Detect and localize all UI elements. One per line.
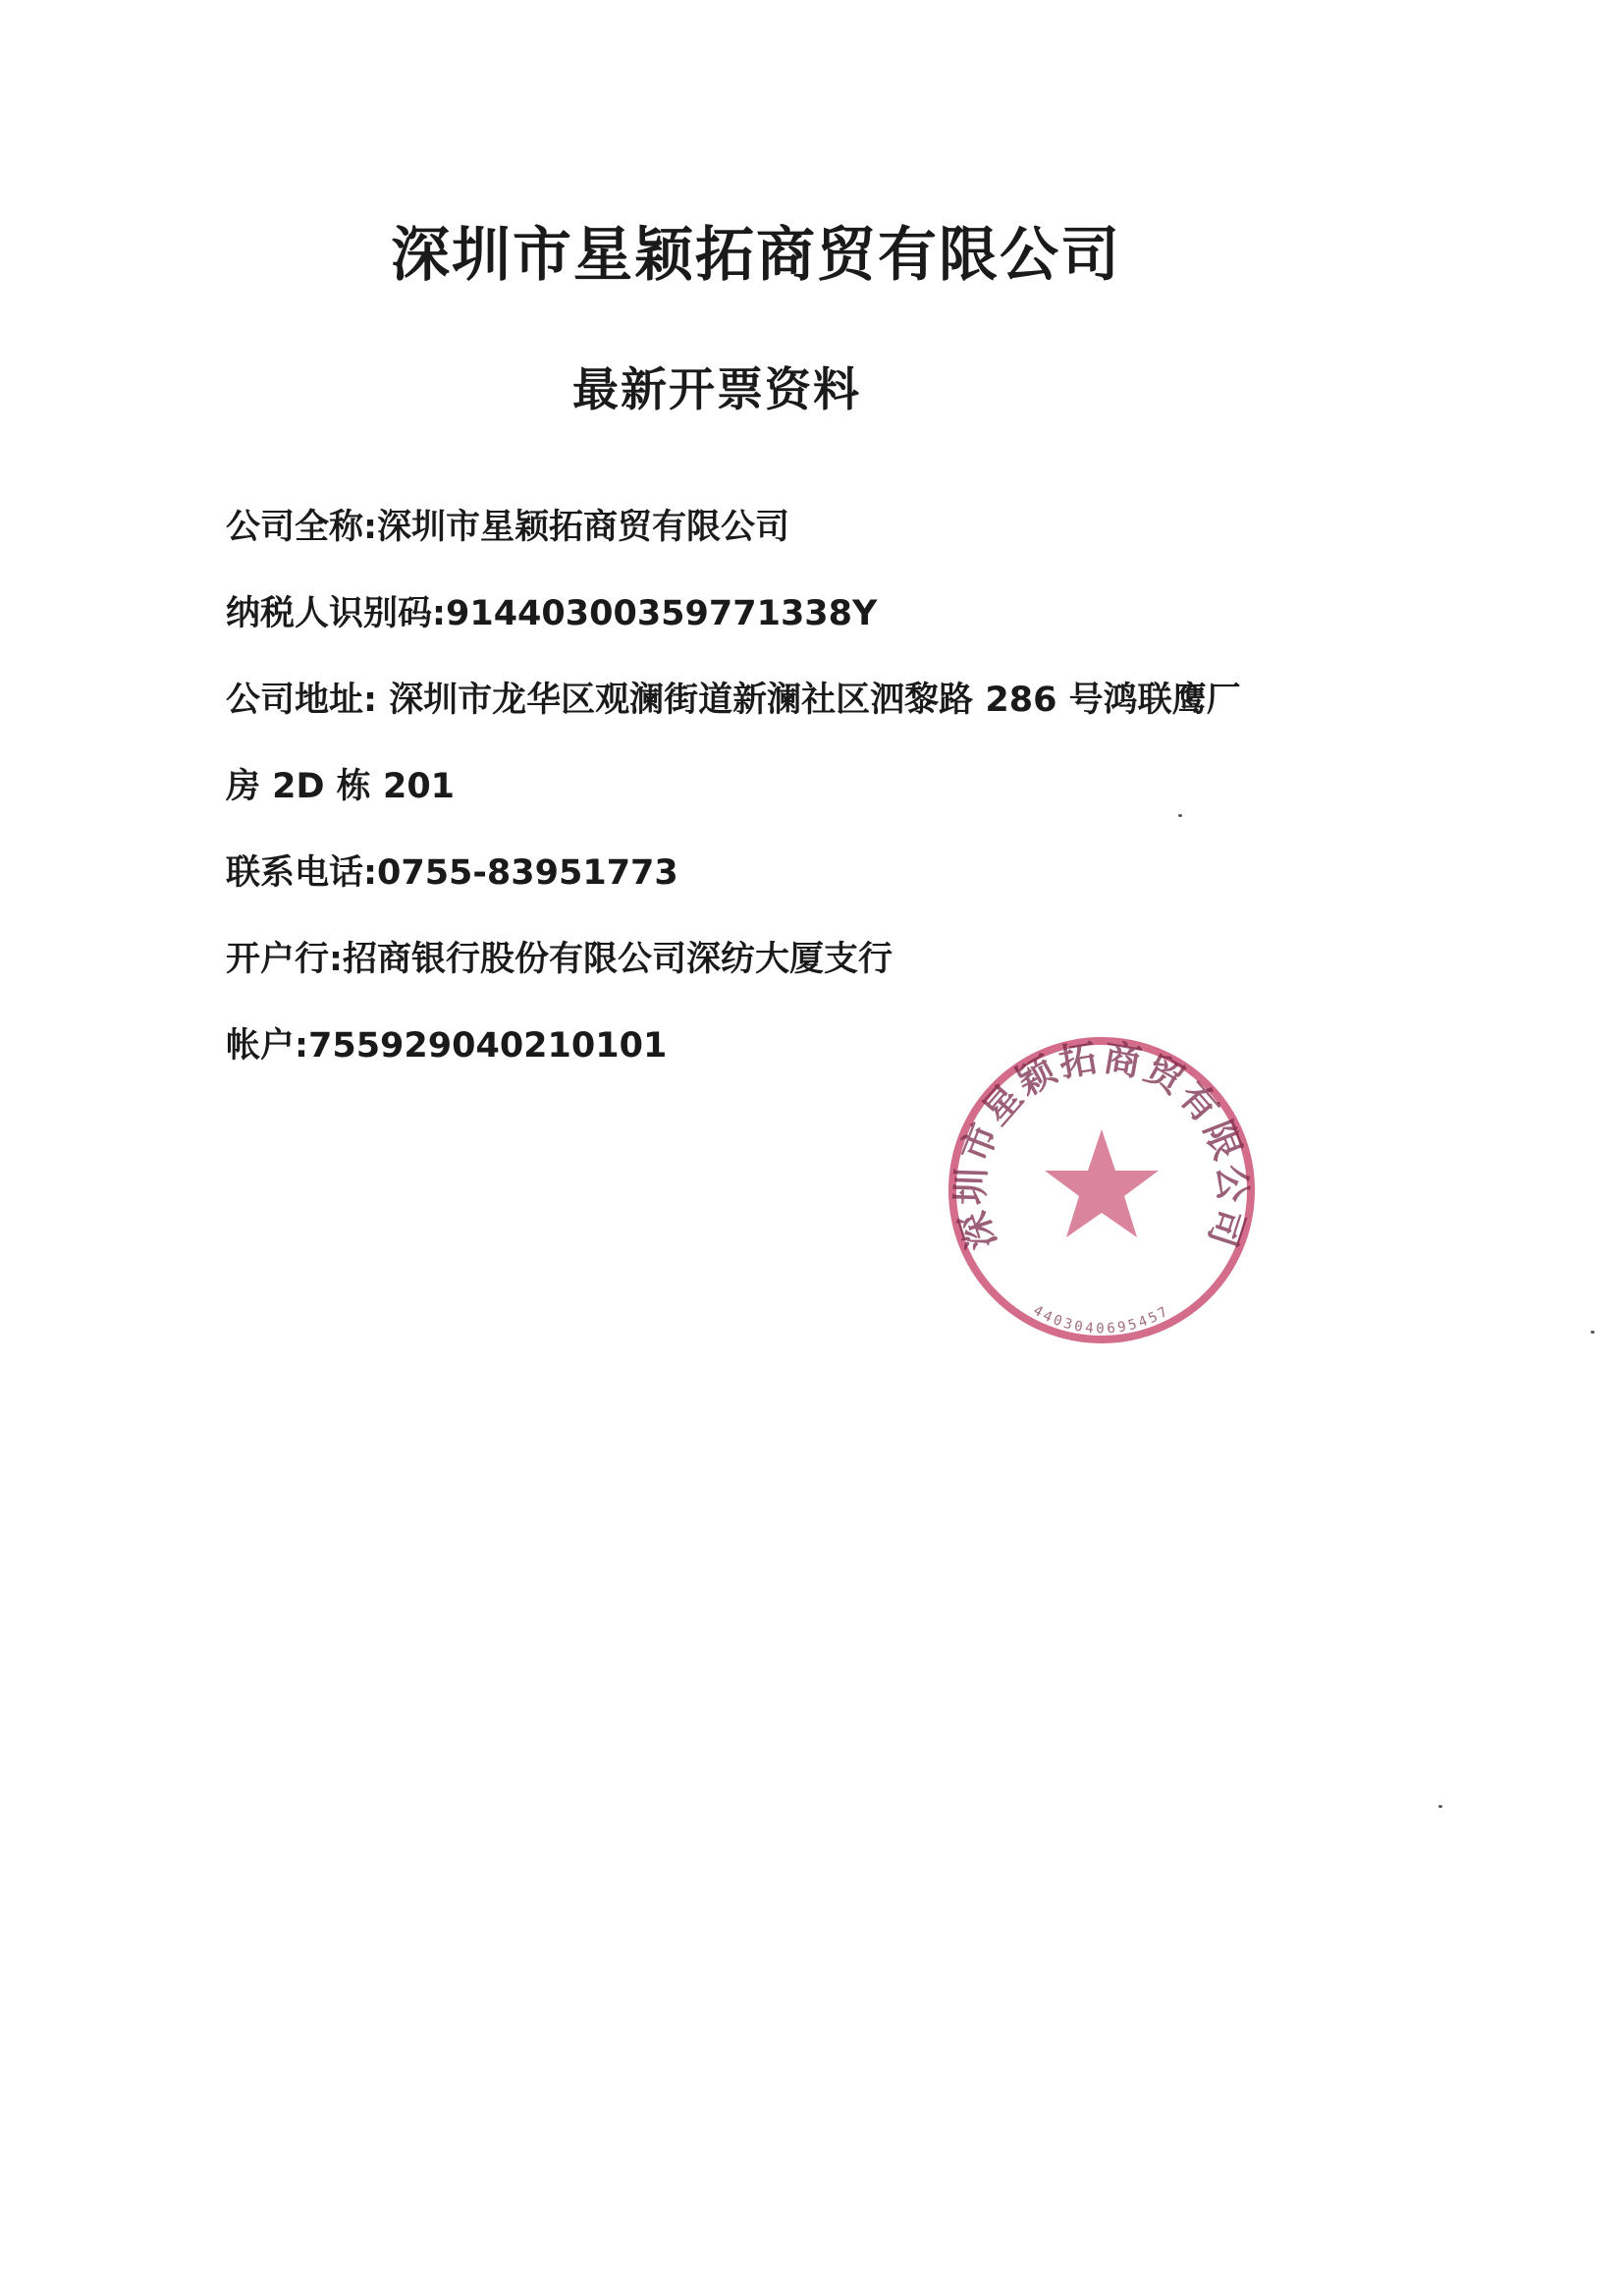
stamp-star-icon — [1045, 1129, 1159, 1237]
stamp-company-name: 深圳市星颖拓商贸有限公司 — [947, 1034, 1256, 1256]
taxpayer-id-line: 纳税人识别码:91440300359771338Y — [226, 594, 878, 633]
company-address-line-continued: 房 2D 栋 201 — [226, 767, 456, 806]
company-full-name-line: 公司全称:深圳市星颖拓商贸有限公司 — [226, 508, 789, 547]
company-address-line: 公司地址: 深圳市龙华区观澜街道新澜社区泗黎路 286 号鸿联鹰厂 — [226, 681, 1241, 720]
bank-account-line: 帐户:755929040210101 — [226, 1026, 668, 1066]
contact-phone-line: 联系电话:0755-83951773 — [226, 853, 678, 893]
scan-speck — [1438, 1805, 1442, 1808]
document-subtitle: 最新开票资料 — [572, 363, 861, 417]
scan-speck — [1591, 1331, 1595, 1334]
scan-speck — [1178, 814, 1182, 817]
document-title: 深圳市星颖拓商贸有限公司 — [391, 221, 1121, 290]
stamp-serial-number: 4403040695457 — [1030, 1302, 1173, 1338]
bank-name-line: 开户行:招商银行股份有限公司深纺大厦支行 — [226, 940, 893, 979]
company-seal-stamp — [935, 1023, 1269, 1357]
